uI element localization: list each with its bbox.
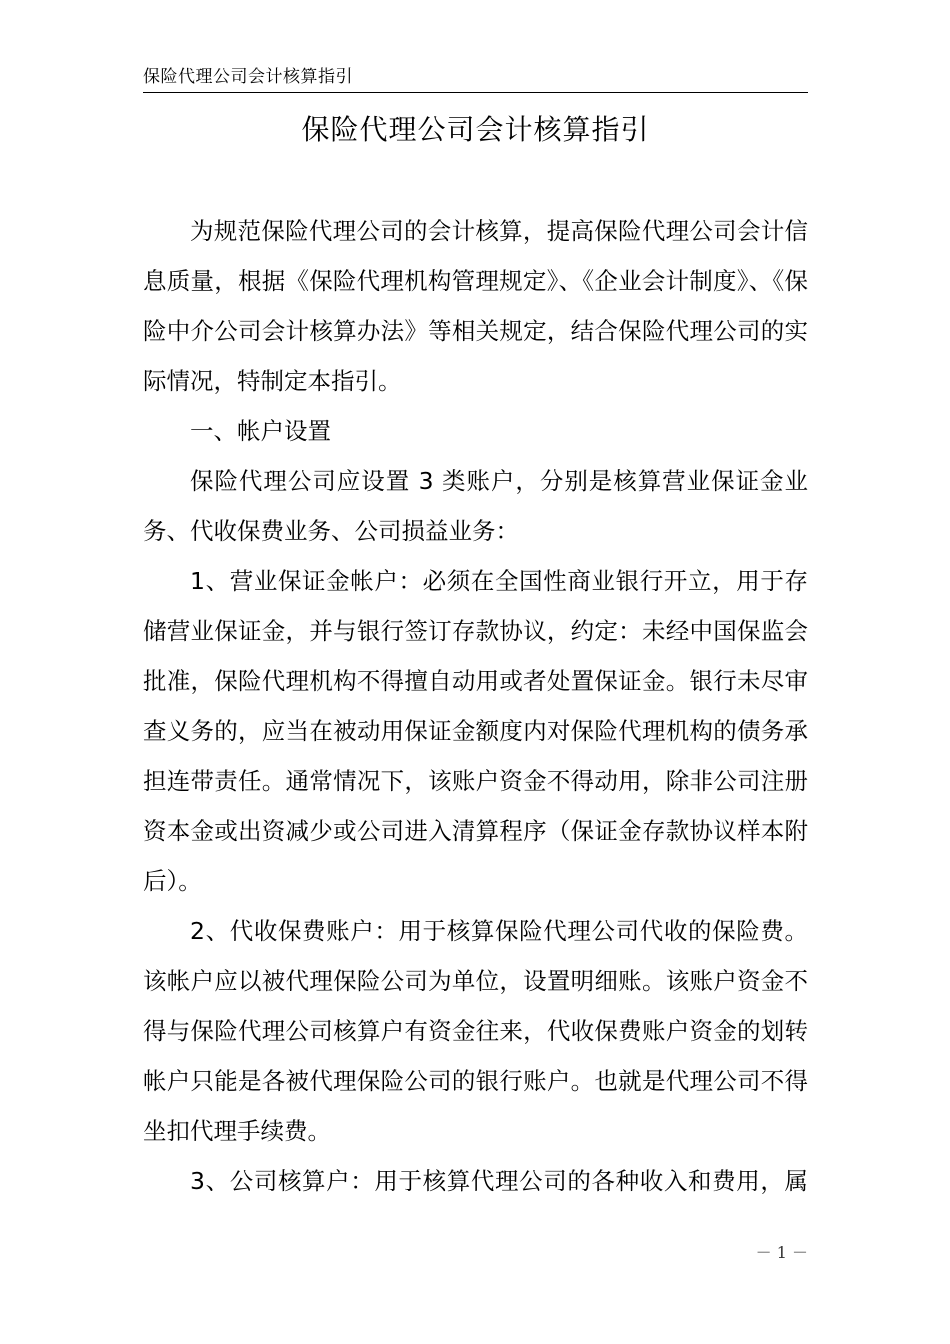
document-title: 保险代理公司会计核算指引 (301, 113, 650, 146)
running-header-title: 保险代理公司会计核算指引 (143, 67, 353, 87)
page-number: － 1 － (755, 1243, 808, 1262)
header-divider (143, 92, 808, 93)
paragraph-deposit-account: 1、营业保证金帐户：必须在全国性商业银行开立，用于存储营业保证金，并与银行签订存款协议，约定：未经中国保监会批准，保险代理机构不得擅自动用或者处置保证金。银行未尽审查义务的，应当在被动用保证金额度内对保险代理机构的债务承担连带责任。通常情况下，该账户资金不得动用，除非公司注册资本金或出资减少或公司进入清算程序（保证金存款协议样本附后）。 (143, 567, 808, 895)
paragraph-premium-account: 2、代收保费账户：用于核算保险代理公司代收的保险费。该帐户应以被代理保险公司为单位，设置明细账。该账户资金不得与保险代理公司核算户有资金往来，代收保费账户资金的划转帐户只能是各被代理保险公司的银行账户。也就是代理公司不得坐扣代理手续费。 (143, 917, 808, 1145)
paragraph-company-account: 3、公司核算户：用于核算代理公司的各种收入和费用，属 (190, 1167, 808, 1195)
paragraph-intro: 为规范保险代理公司的会计核算，提高保险代理公司会计信息质量，根据《保险代理机构管理规定》、《企业会计制度》、《保险中介公司会计核算办法》等相关规定，结合保险代理公司的实际情况，特制定本指引。 (143, 217, 808, 395)
document-body (143, 206, 808, 1206)
paragraph-account-types: 保险代理公司应设置 3 类账户，分别是核算营业保证金业务、代收保费业务、公司损益业务： (143, 467, 808, 545)
section-heading-account-setup: 一、帐户设置 (190, 417, 331, 445)
